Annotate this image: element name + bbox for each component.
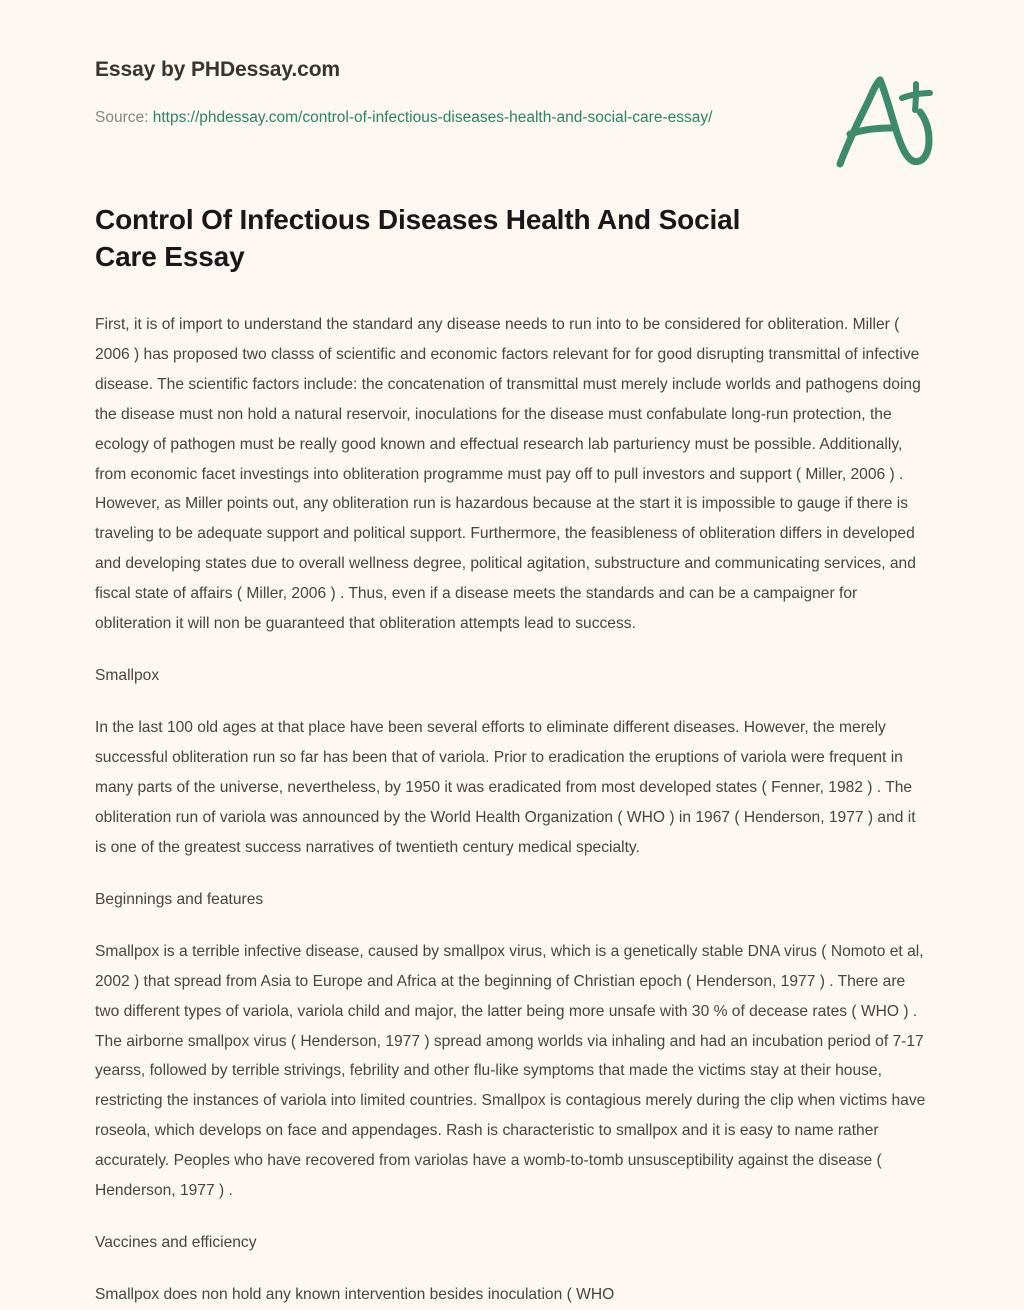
body-paragraph: In the last 100 old ages at that place have been several efforts to eliminate different diseases. However, the merely successful obliteration run so far has been that of variola. Prior to eradication the eruptions of variola were frequent in many parts of the universe, nevertheless, by 1950 it was eradicated from most developed states ( Fenner, 1982 ) . The obliteration run of variola was announced by the World Health Organization ( WHO ) in 1967 ( Henderson, 1977 ) and it is one of the greatest success narratives of twentieth century medical specialty. xyxy=(95,719,916,856)
body-paragraph: First, it is of import to understand the standard any disease needs to run into to be considered for obliteration. Miller ( 2006 ) has proposed two classs of scientific and economic factors relevant for for good disrupting transmittal of infective disease. The scientific factors include: the concatenation of transmittal must merely include worlds and pathogens doing the disease must non hold a natural reservoir, inoculations for the disease must confabulate long-run protection, the ecology of pathogen must be really good known and effectual research lab parturiency must be possible. Additionally, from economic facet investings into obliteration programme must pay off to pull investors and support ( Miller, 2006 ) . However, as Miller points out, any obliteration run is hazardous because at the start it is impossible to gauge if there is traveling to be adequate support and political support. Furthermore, the feasibleness of obliteration differs in developed and developing states due to overall wellness degree, political agitation, substructure and communicating services, and fiscal state of affairs ( Miller, 2006 ) . Thus, even if a disease meets the standards and can be a campaigner for obliteration it will non be guaranteed that obliteration attempts lead to success. xyxy=(95,315,921,633)
page-header xyxy=(0,0,1024,132)
body-paragraph: Smallpox is a terrible infective disease, caused by smallpox virus, which is a genetically stable DNA virus ( Nomoto et al, 2002 ) that spread from Asia to Europe and Africa at the beginning of Christian epoch ( Henderson, 1977 ) . There are two different types of variola, variola child and major, the latter being more unsafe with 30 % of decease rates ( WHO ) . The airborne smallpox virus ( Henderson, 1977 ) spread among worlds via inhaling and had an incubation period of 7-17 yearss, followed by terrible strivings, febrility and other flu-like symptoms that made the victims stay at their house, restricting the instances of variola into limited countries. Smallpox is contagious merely during the clip when victims have roseola, which develops on face and appendages. Rash is characteristic to smallpox and it is easy to name rather accurately. Peoples who have recovered from variolas have a womb-to-tomb unsusceptibility against the disease ( Henderson, 1977 ) . xyxy=(95,942,926,1200)
body-paragraph: Smallpox does non hold any known intervention besides inoculation ( WHO xyxy=(95,1286,615,1304)
section-subheading: Beginnings and features xyxy=(95,890,264,908)
section-subheading: Vaccines and efficiency xyxy=(95,1234,257,1252)
source-url-link[interactable]: https://phdessay.com/control-of-infectious-diseases-health-and-social-care-essay/ xyxy=(152,109,713,127)
page-title: Control Of Infectious Diseases Health And Social Care Essay xyxy=(95,203,741,272)
a-plus-logo-icon xyxy=(830,72,940,170)
page-content xyxy=(0,202,1024,1310)
essay-body xyxy=(95,310,929,1310)
brand-title: Essay by PHDessay.com xyxy=(95,58,340,81)
section-subheading: Smallpox xyxy=(95,667,160,685)
source-label: Source: xyxy=(95,109,149,127)
source-line xyxy=(95,105,745,132)
